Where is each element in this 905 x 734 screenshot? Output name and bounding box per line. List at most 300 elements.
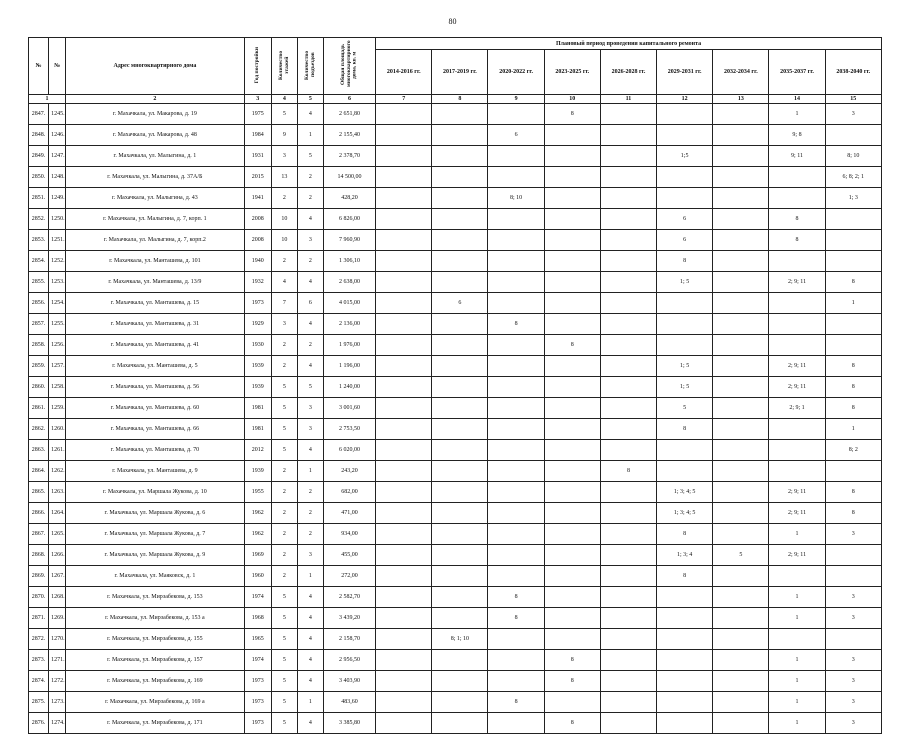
year-cell: 1981: [244, 419, 271, 440]
period-cell: [544, 482, 600, 503]
period-cell: 1: [769, 587, 825, 608]
year-cell: 1931: [244, 146, 271, 167]
entrances-cell: 3: [297, 230, 323, 251]
period-cell: [376, 671, 432, 692]
area-cell: 2 638,00: [323, 272, 375, 293]
column-number: 5: [297, 95, 323, 104]
period-cell: 2; 9; 11: [769, 356, 825, 377]
row-number: 2863.: [29, 440, 49, 461]
row-number-local: 1256.: [49, 335, 66, 356]
floors-cell: 5: [271, 650, 297, 671]
period-cell: 8: [488, 587, 544, 608]
address-cell: г. Махачкала, ул. Маршала Жукова, д. 6: [66, 503, 245, 524]
area-cell: 2 651,80: [323, 104, 375, 125]
period-cell: [544, 566, 600, 587]
year-cell: 2008: [244, 209, 271, 230]
period-cell: [769, 566, 825, 587]
period-cell: [432, 671, 488, 692]
area-cell: 934,00: [323, 524, 375, 545]
table-row: [29, 314, 882, 335]
period-cell: [657, 293, 713, 314]
row-number: 2870.: [29, 587, 49, 608]
period-cell: [376, 524, 432, 545]
period-cell: [713, 629, 769, 650]
period-cell: [376, 650, 432, 671]
period-cell: 8: [825, 398, 881, 419]
period-cell: [432, 230, 488, 251]
entrances-cell: 4: [297, 314, 323, 335]
floors-cell: 5: [271, 377, 297, 398]
period-cell: [376, 419, 432, 440]
period-cell: [544, 608, 600, 629]
period-cell: 2; 9; 11: [769, 503, 825, 524]
period-cell: [432, 419, 488, 440]
table-row: [29, 146, 882, 167]
period-cell: [376, 692, 432, 713]
period-cell: [432, 524, 488, 545]
period-cell: [713, 104, 769, 125]
entrances-cell: 3: [297, 398, 323, 419]
period-cell: [600, 629, 656, 650]
area-cell: 4 015,00: [323, 293, 375, 314]
page-number: 80: [448, 17, 457, 26]
address-cell: г. Махачкала, ул. Манташева, д. 15: [66, 293, 245, 314]
period-cell: [544, 377, 600, 398]
period-cell: 5: [713, 545, 769, 566]
row-number-local: 1246.: [49, 125, 66, 146]
header-period: 2023-2025 гг.: [544, 50, 600, 95]
row-number-local: 1271.: [49, 650, 66, 671]
table-row: [29, 167, 882, 188]
header-period: 2026-2028 гг.: [600, 50, 656, 95]
table-row: [29, 440, 882, 461]
period-cell: [488, 167, 544, 188]
period-cell: 3: [825, 713, 881, 734]
period-cell: [488, 440, 544, 461]
address-cell: г. Махачкала, ул. Мирзабекова, д. 153 а: [66, 608, 245, 629]
period-cell: [713, 188, 769, 209]
floors-cell: 2: [271, 461, 297, 482]
period-cell: [432, 650, 488, 671]
table-row: [29, 251, 882, 272]
address-cell: г. Махачкала, ул. Манташева, д. 60: [66, 398, 245, 419]
table-row: [29, 713, 882, 734]
period-cell: [769, 440, 825, 461]
period-cell: [376, 293, 432, 314]
address-cell: г. Махачкала, ул. Мирзабекова, д. 169 а: [66, 692, 245, 713]
period-cell: [713, 524, 769, 545]
floors-cell: 7: [271, 293, 297, 314]
row-number-local: 1265.: [49, 524, 66, 545]
period-cell: [488, 503, 544, 524]
entrances-cell: 2: [297, 503, 323, 524]
repair-schedule-table: [28, 37, 882, 734]
address-cell: г. Махачкала, ул. Манташева, д. 5: [66, 356, 245, 377]
period-cell: [376, 503, 432, 524]
year-cell: 1960: [244, 566, 271, 587]
address-cell: г. Махачкала, ул. Мирзабекова, д. 157: [66, 650, 245, 671]
period-cell: [432, 146, 488, 167]
floors-cell: 5: [271, 629, 297, 650]
column-number: 11: [600, 95, 656, 104]
address-cell: г. Махачкала, ул. Манташева, д. 41: [66, 335, 245, 356]
period-cell: 1; 5: [657, 272, 713, 293]
period-cell: [544, 419, 600, 440]
period-cell: [769, 293, 825, 314]
row-number-local: 1258.: [49, 377, 66, 398]
period-cell: [713, 398, 769, 419]
period-cell: 2; 9; 11: [769, 272, 825, 293]
area-cell: 3 403,90: [323, 671, 375, 692]
row-number: 2848.: [29, 125, 49, 146]
row-number-local: 1254.: [49, 293, 66, 314]
floors-cell: 5: [271, 419, 297, 440]
period-cell: [600, 146, 656, 167]
period-cell: [544, 524, 600, 545]
period-cell: [825, 335, 881, 356]
period-cell: 8; 10: [488, 188, 544, 209]
column-number: 13: [713, 95, 769, 104]
entrances-cell: 1: [297, 566, 323, 587]
row-number: 2849.: [29, 146, 49, 167]
header-entrances: Количество подъездов: [297, 38, 323, 95]
period-cell: [488, 272, 544, 293]
period-cell: 8: [488, 692, 544, 713]
address-cell: г. Махачкала, ул. Макарова, д. 19: [66, 104, 245, 125]
period-cell: [432, 398, 488, 419]
row-number: 2872.: [29, 629, 49, 650]
area-cell: 1 196,00: [323, 356, 375, 377]
period-cell: [432, 167, 488, 188]
entrances-cell: 4: [297, 587, 323, 608]
period-cell: [600, 251, 656, 272]
period-cell: [713, 293, 769, 314]
period-cell: 1; 5: [657, 356, 713, 377]
table-row: [29, 629, 882, 650]
table-row: [29, 692, 882, 713]
period-cell: [544, 125, 600, 146]
period-cell: 8: [488, 608, 544, 629]
period-cell: [713, 440, 769, 461]
row-number-local: 1273.: [49, 692, 66, 713]
period-cell: [657, 440, 713, 461]
address-cell: г. Махачкала, ул. Маршала Жукова, д. 9: [66, 545, 245, 566]
period-cell: [657, 629, 713, 650]
period-cell: [544, 398, 600, 419]
period-cell: [376, 356, 432, 377]
table-row: [29, 587, 882, 608]
area-cell: 272,00: [323, 566, 375, 587]
entrances-cell: 5: [297, 377, 323, 398]
entrances-cell: 4: [297, 440, 323, 461]
period-cell: [488, 398, 544, 419]
entrances-cell: 2: [297, 251, 323, 272]
entrances-cell: 1: [297, 692, 323, 713]
period-cell: 8: [825, 482, 881, 503]
year-cell: 1941: [244, 188, 271, 209]
area-cell: 455,00: [323, 545, 375, 566]
address-cell: г. Махачкала, ул. Малыгина, д. 1: [66, 146, 245, 167]
period-cell: [544, 272, 600, 293]
period-cell: 3: [825, 104, 881, 125]
period-cell: 8: [544, 713, 600, 734]
period-cell: [432, 251, 488, 272]
row-number-local: 1247.: [49, 146, 66, 167]
header-period: 2014-2016 гг.: [376, 50, 432, 95]
area-cell: 2 582,70: [323, 587, 375, 608]
period-cell: [432, 692, 488, 713]
period-cell: 8: [657, 251, 713, 272]
period-cell: [376, 104, 432, 125]
year-cell: 1939: [244, 377, 271, 398]
row-number-local: 1249.: [49, 188, 66, 209]
row-number: 2853.: [29, 230, 49, 251]
period-cell: [600, 188, 656, 209]
table-row: [29, 608, 882, 629]
period-cell: [432, 461, 488, 482]
period-cell: [488, 251, 544, 272]
period-cell: [432, 209, 488, 230]
address-cell: г. Махачкала, ул. Мирзабекова, д. 153: [66, 587, 245, 608]
row-number: 2857.: [29, 314, 49, 335]
table-row: [29, 545, 882, 566]
period-cell: [544, 440, 600, 461]
floors-cell: 2: [271, 356, 297, 377]
row-number: 2851.: [29, 188, 49, 209]
column-number: 6: [323, 95, 375, 104]
row-number-local: 1250.: [49, 209, 66, 230]
area-cell: 3 001,60: [323, 398, 375, 419]
period-cell: [488, 461, 544, 482]
period-cell: [600, 440, 656, 461]
period-cell: [769, 461, 825, 482]
table-row: [29, 230, 882, 251]
year-cell: 1965: [244, 629, 271, 650]
floors-cell: 10: [271, 209, 297, 230]
row-number-local: 1264.: [49, 503, 66, 524]
year-cell: 1973: [244, 293, 271, 314]
entrances-cell: 2: [297, 167, 323, 188]
area-cell: 471,00: [323, 503, 375, 524]
period-cell: [657, 587, 713, 608]
period-cell: [713, 272, 769, 293]
year-cell: 2008: [244, 230, 271, 251]
period-cell: [376, 440, 432, 461]
period-cell: 8: [825, 272, 881, 293]
floors-cell: 2: [271, 503, 297, 524]
address-cell: г. Махачкала, ул. Малыгина, д. 7, корп.2: [66, 230, 245, 251]
period-cell: 5: [657, 398, 713, 419]
period-cell: [544, 188, 600, 209]
period-cell: [376, 545, 432, 566]
entrances-cell: 2: [297, 188, 323, 209]
row-number-local: 1255.: [49, 314, 66, 335]
row-number: 2847.: [29, 104, 49, 125]
period-cell: [657, 335, 713, 356]
period-cell: [544, 230, 600, 251]
area-cell: 2 956,50: [323, 650, 375, 671]
header-period-group: Плановый период проведения капитального ремонта: [376, 38, 882, 50]
table-row: [29, 125, 882, 146]
table-row: [29, 419, 882, 440]
area-cell: 14 500,00: [323, 167, 375, 188]
table-row: [29, 671, 882, 692]
period-cell: 8: [544, 335, 600, 356]
column-number: 15: [825, 95, 881, 104]
period-cell: [544, 692, 600, 713]
period-cell: 9; 11: [769, 146, 825, 167]
header-year: Год постройки: [244, 38, 271, 95]
entrances-cell: 2: [297, 482, 323, 503]
address-cell: г. Махачкала, ул. Мирзабекова, д. 155: [66, 629, 245, 650]
period-cell: [713, 713, 769, 734]
period-cell: 1: [769, 650, 825, 671]
period-cell: [488, 419, 544, 440]
period-cell: 8: [544, 104, 600, 125]
row-number-local: 1253.: [49, 272, 66, 293]
period-cell: [657, 104, 713, 125]
floors-cell: 13: [271, 167, 297, 188]
row-number: 2875.: [29, 692, 49, 713]
period-cell: [488, 230, 544, 251]
period-cell: [600, 608, 656, 629]
row-number: 2861.: [29, 398, 49, 419]
period-cell: [713, 650, 769, 671]
entrances-cell: 4: [297, 629, 323, 650]
period-cell: 8: [657, 419, 713, 440]
entrances-cell: 4: [297, 671, 323, 692]
period-cell: [600, 566, 656, 587]
header-area: Общая площадь многоквартирного дома, кв. м: [323, 38, 375, 95]
table-row: [29, 398, 882, 419]
period-cell: [432, 377, 488, 398]
period-cell: 8: [544, 650, 600, 671]
year-cell: 1969: [244, 545, 271, 566]
address-cell: г. Махачкала, ул. Мирзабекова, д. 171: [66, 713, 245, 734]
period-cell: 1: [825, 293, 881, 314]
period-cell: [432, 314, 488, 335]
period-cell: 3: [825, 587, 881, 608]
floors-cell: 10: [271, 230, 297, 251]
entrances-cell: 4: [297, 608, 323, 629]
period-cell: [376, 272, 432, 293]
year-cell: 1955: [244, 482, 271, 503]
period-cell: 8: [488, 314, 544, 335]
entrances-cell: 5: [297, 146, 323, 167]
period-cell: [657, 314, 713, 335]
period-cell: [600, 272, 656, 293]
period-cell: [376, 608, 432, 629]
floors-cell: 2: [271, 335, 297, 356]
area-cell: 2 155,40: [323, 125, 375, 146]
entrances-cell: 4: [297, 650, 323, 671]
row-number: 2854.: [29, 251, 49, 272]
row-number: 2871.: [29, 608, 49, 629]
period-cell: [488, 335, 544, 356]
row-number: 2873.: [29, 650, 49, 671]
row-number: 2850.: [29, 167, 49, 188]
row-number: 2865.: [29, 482, 49, 503]
period-cell: [376, 188, 432, 209]
period-cell: [600, 503, 656, 524]
table-row: [29, 293, 882, 314]
address-cell: г. Махачкала, ул. Маяковск, д. 1: [66, 566, 245, 587]
period-cell: 2; 9; 11: [769, 545, 825, 566]
table-row: [29, 335, 882, 356]
period-cell: [488, 209, 544, 230]
year-cell: 1932: [244, 272, 271, 293]
period-cell: 6: [657, 209, 713, 230]
period-cell: [825, 251, 881, 272]
period-cell: [657, 671, 713, 692]
period-cell: [600, 209, 656, 230]
address-cell: г. Махачкала, ул. Малыгина, д. 7, корп. 1: [66, 209, 245, 230]
row-number-local: 1268.: [49, 587, 66, 608]
entrances-cell: 1: [297, 461, 323, 482]
table-row: [29, 503, 882, 524]
period-cell: [432, 272, 488, 293]
year-cell: 1974: [244, 650, 271, 671]
period-cell: 2; 9; 11: [769, 482, 825, 503]
period-cell: [713, 608, 769, 629]
address-cell: г. Махачкала, ул. Макарова, д. 48: [66, 125, 245, 146]
period-cell: [488, 545, 544, 566]
period-cell: 8: [769, 209, 825, 230]
address-cell: г. Махачкала, ул. Манташева, д. 13/9: [66, 272, 245, 293]
floors-cell: 5: [271, 440, 297, 461]
period-cell: [713, 356, 769, 377]
period-cell: [544, 356, 600, 377]
column-number: 8: [432, 95, 488, 104]
floors-cell: 4: [271, 272, 297, 293]
area-cell: 2 158,70: [323, 629, 375, 650]
period-cell: 1: [769, 608, 825, 629]
floors-cell: 5: [271, 608, 297, 629]
period-cell: [713, 125, 769, 146]
header-floors: Количество этажей: [271, 38, 297, 95]
address-cell: г. Махачкала, ул. Маршала Жукова, д. 7: [66, 524, 245, 545]
row-number: 2855.: [29, 272, 49, 293]
header-period: 2017-2019 гг.: [432, 50, 488, 95]
column-number: 10: [544, 95, 600, 104]
column-number: 1: [29, 95, 66, 104]
period-cell: 6: [488, 125, 544, 146]
row-number-local: 1270.: [49, 629, 66, 650]
year-cell: 2012: [244, 440, 271, 461]
period-cell: 8: [825, 356, 881, 377]
row-number-local: 1251.: [49, 230, 66, 251]
column-number: 3: [244, 95, 271, 104]
area-cell: 428,20: [323, 188, 375, 209]
row-number-local: 1252.: [49, 251, 66, 272]
period-cell: 1: [825, 419, 881, 440]
period-cell: [544, 587, 600, 608]
table-row: [29, 524, 882, 545]
floors-cell: 2: [271, 545, 297, 566]
entrances-cell: 6: [297, 293, 323, 314]
period-cell: [657, 125, 713, 146]
floors-cell: 2: [271, 251, 297, 272]
column-number: 7: [376, 95, 432, 104]
period-cell: [376, 482, 432, 503]
year-cell: 1984: [244, 125, 271, 146]
period-cell: [713, 167, 769, 188]
period-cell: 8: [544, 671, 600, 692]
period-cell: [600, 692, 656, 713]
area-cell: 2 753,50: [323, 419, 375, 440]
area-cell: 3 385,80: [323, 713, 375, 734]
period-cell: 8; 10: [825, 146, 881, 167]
